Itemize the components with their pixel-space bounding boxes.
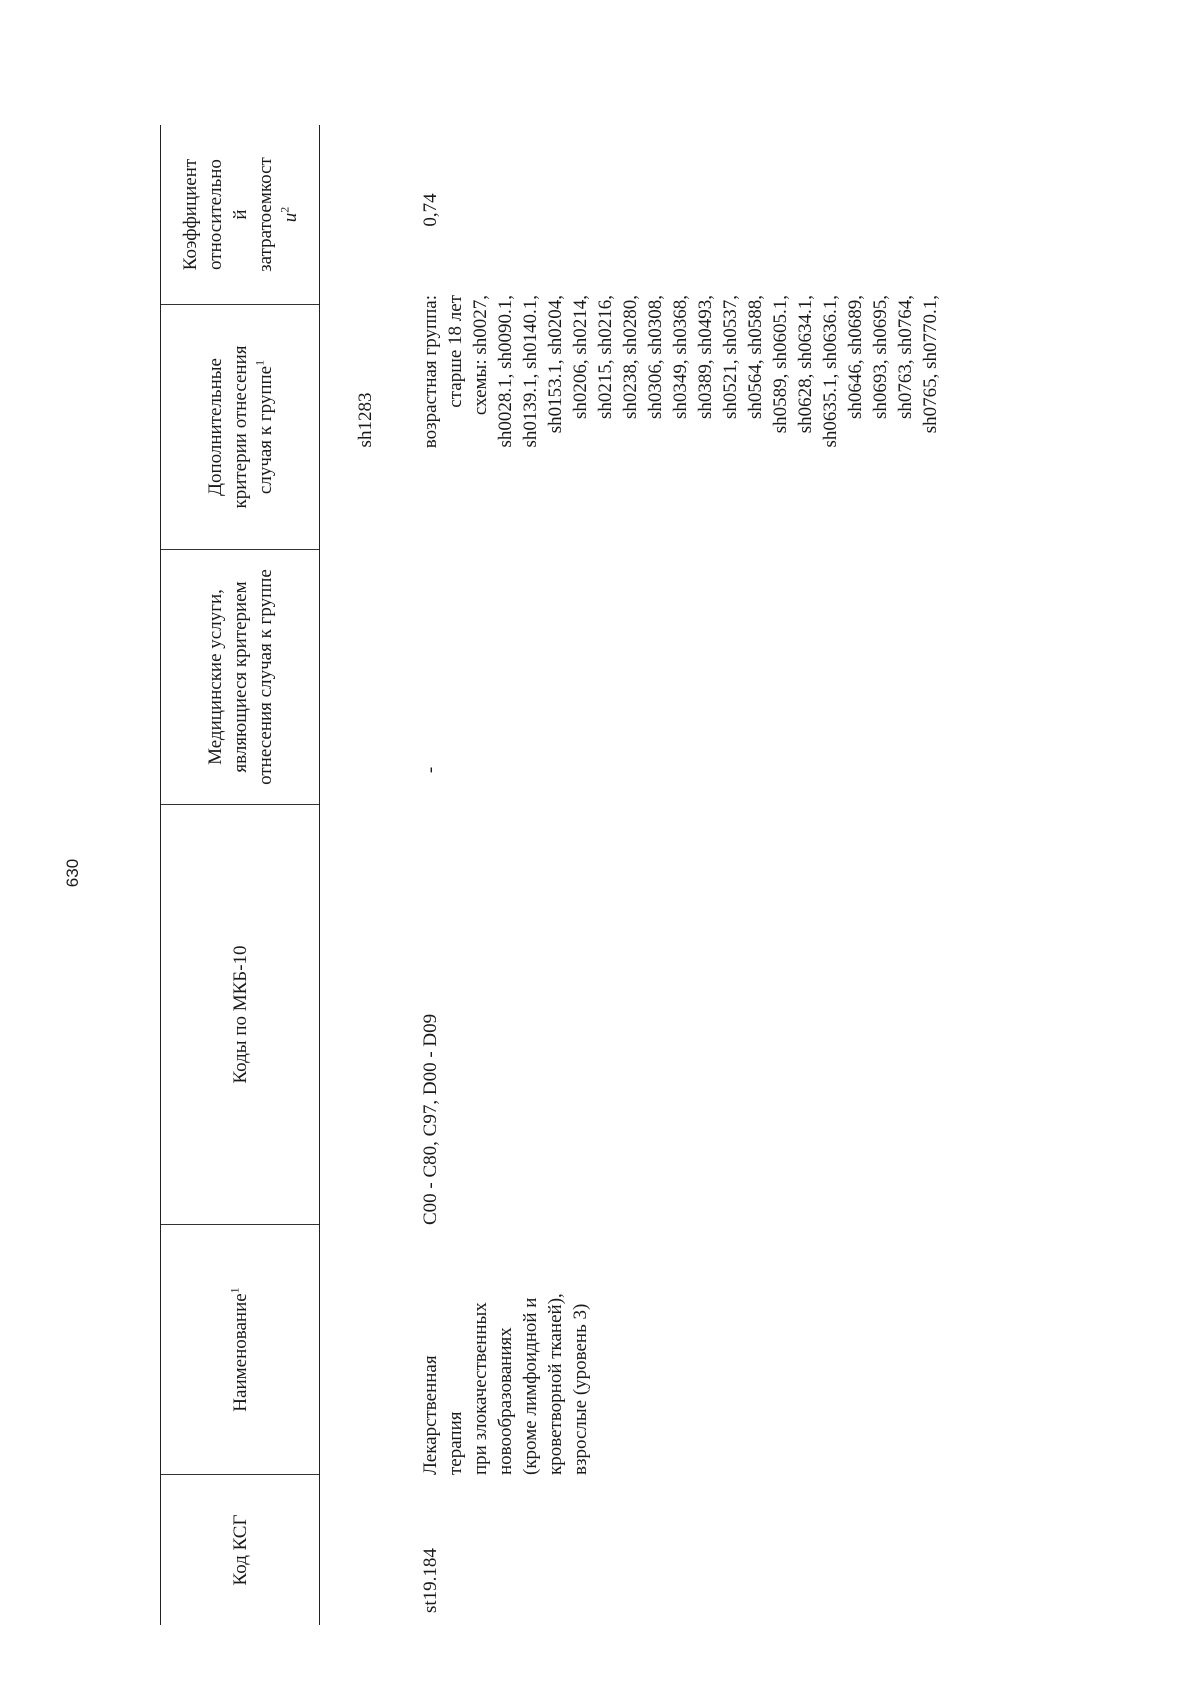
header-med-line: являющиеся критерием: [229, 581, 251, 773]
row-dop-criteria: [418, 295, 943, 545]
row-dop-line: sh0564, sh0588,: [745, 295, 766, 420]
header-koef-line: й: [229, 209, 251, 220]
row-dop-line: sh0306, sh0308,: [645, 295, 666, 420]
row-name-line: (кроме лимфоидной и: [520, 1297, 541, 1475]
header-kod-label: Код КСГ: [229, 1514, 251, 1586]
header-koef-sup: 2: [277, 206, 292, 213]
header-dop-criteria: [161, 305, 319, 550]
row-dop-line: схемы: sh0027,: [470, 295, 491, 416]
row-dop-line: sh0215, sh0216,: [595, 295, 616, 420]
page-number: 630: [63, 858, 82, 888]
header-kod-ksg: [161, 1475, 319, 1625]
row-koef: 0,74: [420, 193, 441, 227]
header-med-services: [161, 550, 319, 805]
header-koef-line: затратоемкост: [254, 157, 276, 272]
row-dop-line: sh0628, sh0634.1,: [795, 295, 816, 434]
row-dop-line: sh0521, sh0537,: [720, 295, 741, 420]
header-med-line: Медицинские услуги,: [204, 589, 226, 765]
row-mkb-codes: C00 - C80, C97, D00 - D09: [420, 1013, 441, 1225]
row-name-line: взрослые (уровень 3): [570, 1303, 591, 1475]
row-dop-line: sh0389, sh0493,: [695, 295, 716, 420]
header-dop-text: случая к группе: [254, 365, 276, 495]
header-dop-line: Дополнительные: [204, 358, 226, 496]
row-dop-line: sh0153.1, sh0204,: [545, 295, 566, 434]
row-dop-line: sh0635.1, sh0636.1,: [820, 295, 841, 448]
header-name: [161, 1225, 319, 1475]
row-name-line: при злокачественных: [470, 1302, 491, 1475]
row-dop-line: sh0646, sh0689,: [845, 295, 866, 420]
header-name-label: [228, 1287, 253, 1411]
header-med-label: [203, 569, 278, 785]
header-mkb-label: Коды по МКБ-10: [229, 945, 251, 1084]
row-dop-line: sh0693, sh0695,: [870, 295, 891, 420]
header-name-sup: 1: [227, 1287, 242, 1294]
header-name-text: Наименование: [229, 1293, 251, 1412]
row-name-line: Лекарственная: [420, 1355, 441, 1475]
continuation-code: sh1283: [355, 392, 376, 448]
row-dop-line: sh0349, sh0368,: [670, 295, 691, 420]
row-name: [418, 1265, 593, 1475]
header-koef-line: Коэффициент: [179, 158, 201, 271]
header-dop-line: критерии отнесения: [229, 345, 251, 509]
row-name-line: новообразованиях: [495, 1327, 516, 1475]
header-dop-sup: 1: [252, 359, 267, 366]
row-dop-line: sh0238, sh0280,: [620, 295, 641, 420]
header-med-line: отнесения случая к группе: [254, 569, 276, 785]
row-dop-line: старше 18 лет: [445, 295, 466, 408]
row-name-line: кроветворной тканей),: [545, 1293, 566, 1475]
header-mkb: [161, 805, 319, 1225]
header-dop-label: [203, 345, 278, 508]
header-koef-text: и: [279, 212, 301, 223]
row-med-services: -: [420, 766, 441, 774]
row-dop-line: sh0763, sh0764,: [895, 295, 916, 420]
row-dop-line: sh0139.1, sh0140.1,: [520, 295, 541, 448]
rotated-table-sheet: [160, 125, 1140, 1625]
row-dop-line: sh0765, sh0770.1,: [920, 295, 941, 434]
row-dop-line: возрастная группа:: [420, 295, 441, 449]
header-koef-label: [178, 157, 303, 272]
header-koef: [161, 125, 319, 305]
header-koef-line: [278, 157, 303, 272]
row-dop-line: sh0206, sh0214,: [570, 295, 591, 420]
table-header-row: [160, 125, 320, 1625]
row-dop-line: sh0589, sh0605.1,: [770, 295, 791, 434]
row-dop-line: sh0028.1, sh0090.1,: [495, 295, 516, 448]
row-name-line: терапия: [445, 1411, 466, 1475]
header-dop-line: [253, 345, 278, 508]
header-koef-line: относительно: [204, 159, 226, 270]
row-kod-ksg: st19.184: [420, 1548, 441, 1613]
